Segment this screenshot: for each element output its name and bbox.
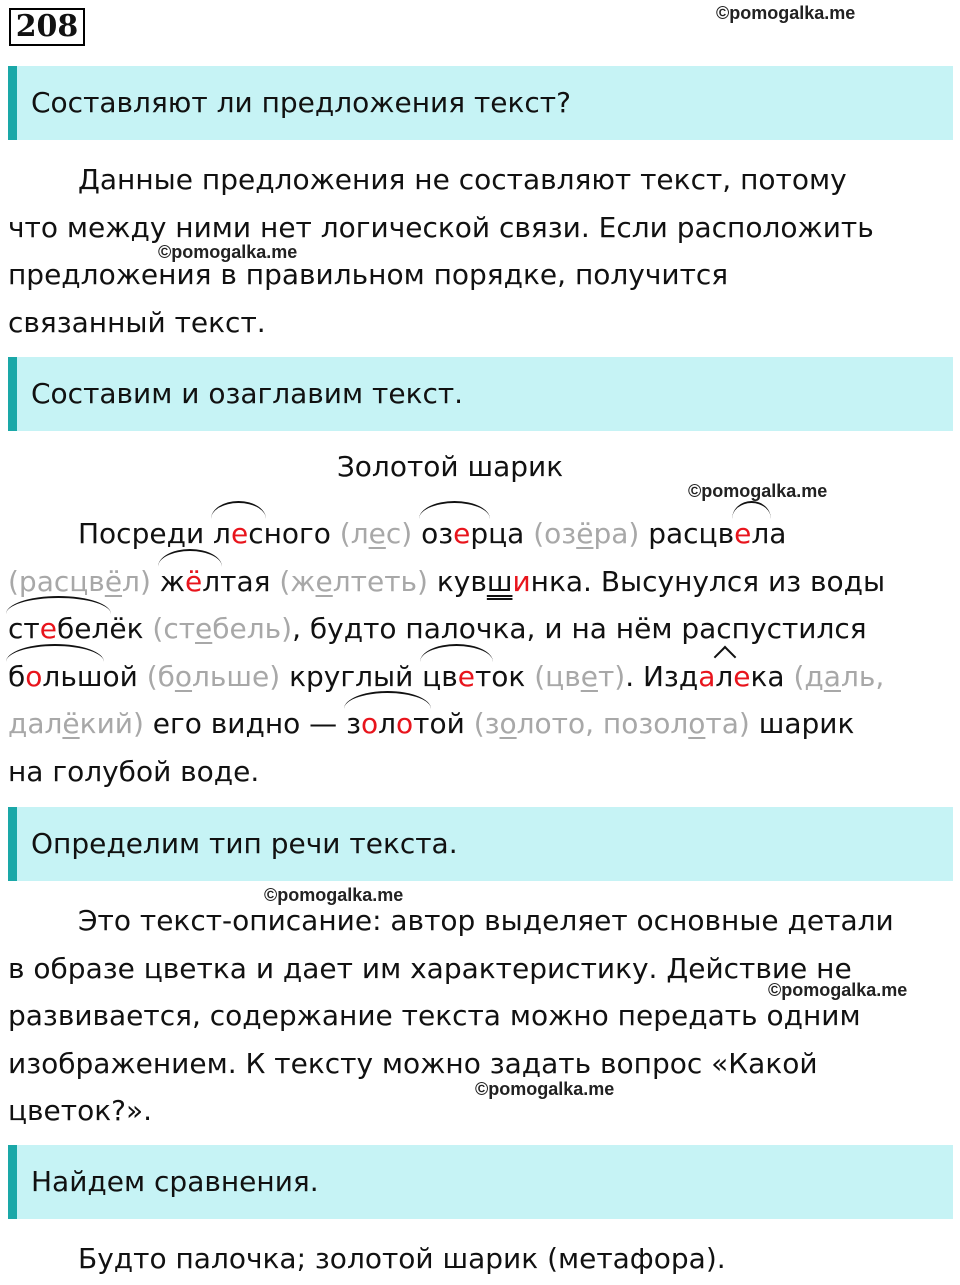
watermark: ©pomogalka.me <box>475 1079 615 1099</box>
task-number: 208 <box>9 8 85 46</box>
text-line: в образе цветка и дает им характеристику. Действие не <box>8 951 852 985</box>
section-heading-4: Найдем сравнения. <box>8 1145 953 1219</box>
text-line: (расцвёл) жёлтая (желтеть) кувшинка. Высунулся из воды <box>8 558 908 606</box>
text-line: стебелёк (стебель), будто палочка, и на нём распустился <box>8 605 908 653</box>
text-line: что между ними нет логической связи. Если расположить <box>8 210 874 244</box>
section-heading-2: Составим и озаглавим текст. <box>8 357 953 431</box>
text-line: изображением. К тексту можно задать вопрос «Какой <box>8 1046 818 1080</box>
section-heading-1: Составляют ли предложения текст? <box>8 66 953 140</box>
text-line: далёкий) его видно — золотой (золото, позолота) шарик <box>8 700 908 748</box>
text-line: цветок?». <box>8 1094 153 1127</box>
watermark: ©pomogalka.me <box>264 885 404 905</box>
section-4-text <box>8 1235 908 1283</box>
watermark: ©pomogalka.me <box>158 242 298 262</box>
text-line: Данные предложения не составляют текст, потому <box>78 163 847 196</box>
text-line: связанный текст. <box>8 305 266 339</box>
text-line: на голубой воде. <box>8 754 260 788</box>
watermark: ©pomogalka.me <box>768 980 908 1000</box>
text-line: большой (больше) круглый цветок (цвет). Издалека (даль, <box>8 653 908 701</box>
section-heading-3: Определим тип речи текста. <box>8 807 953 881</box>
text-line: Посреди лесного (лес) озерца (озёра) расцвела <box>8 510 908 558</box>
section-1-text <box>8 156 908 346</box>
text-line: Это текст-описание: автор выделяет основные детали <box>78 904 894 937</box>
watermark: ©pomogalka.me <box>716 3 856 23</box>
text-line: Будто палочка; золотой шарик (метафора). <box>78 1242 726 1275</box>
text-line: предложения в правильном порядке, получится <box>8 258 729 291</box>
section-3-text <box>8 897 908 1135</box>
text-line: развивается, содержание текста можно передать одним <box>8 999 861 1032</box>
story-title: Золотой шарик <box>336 450 564 483</box>
story-text <box>8 510 908 795</box>
watermark: ©pomogalka.me <box>688 481 828 501</box>
